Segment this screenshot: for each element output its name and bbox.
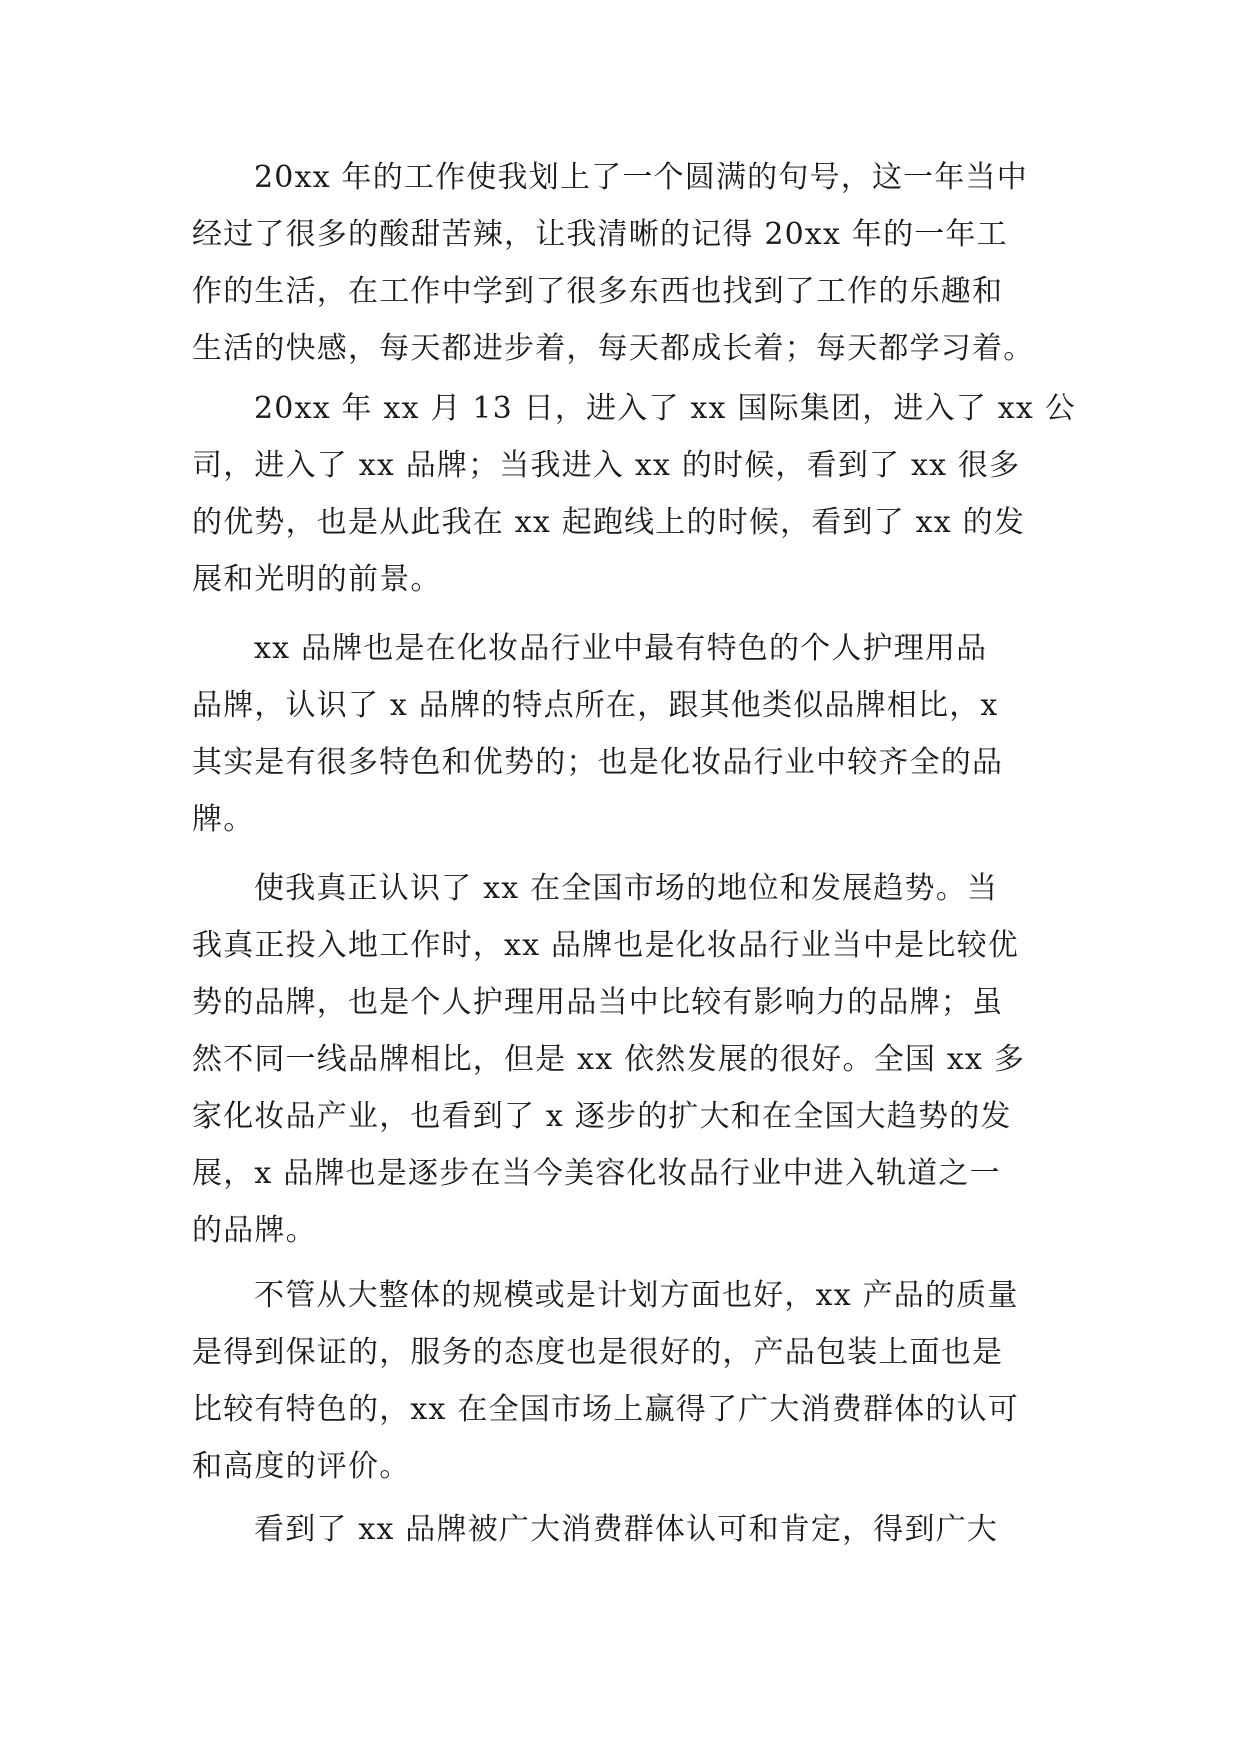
paragraph-line: 其实是有很多特色和优势的；也是化妆品行业中较齐全的品 <box>192 745 1004 780</box>
paragraph-line: 经过了很多的酸甜苦辣，让我清晰的记得 20xx 年的一年工 <box>192 217 1008 252</box>
paragraph-line: 使我真正认识了 xx 在全国市场的地位和发展趋势。当 <box>254 871 999 906</box>
paragraph-line: 展，x 品牌也是逐步在当今美容化妆品行业中进入轨道之一 <box>192 1156 1001 1191</box>
paragraph-line: 的优势，也是从此我在 xx 起跑线上的时候，看到了 xx 的发 <box>192 505 1026 540</box>
paragraph-line: 看到了 xx 品牌被广大消费群体认可和肯定，得到广大 <box>254 1512 999 1547</box>
paragraph-line: 的品牌。 <box>192 1213 317 1248</box>
paragraph-line: 我真正投入地工作时，xx 品牌也是化妆品行业当中是比较优 <box>192 928 1019 963</box>
paragraph-line: 20xx 年 xx 月 13 日，进入了 xx 国际集团，进入了 xx 公 <box>254 391 1076 426</box>
paragraph-line: 司，进入了 xx 品牌；当我进入 xx 的时候，看到了 xx 很多 <box>192 448 1021 483</box>
paragraph-line: 比较有特色的，xx 在全国市场上赢得了广大消费群体的认可 <box>192 1392 1019 1427</box>
paragraph-line: 20xx 年的工作使我划上了一个圆满的句号，这一年当中 <box>254 160 1028 195</box>
paragraph-line: 势的品牌，也是个人护理用品当中比较有影响力的品牌；虽 <box>192 985 1004 1020</box>
paragraph-line: 展和光明的前景。 <box>192 562 442 597</box>
paragraph-line: 然不同一线品牌相比，但是 xx 依然发展的很好。全国 xx 多 <box>192 1042 1026 1077</box>
paragraph-line: xx 品牌也是在化妆品行业中最有特色的个人护理用品 <box>254 631 988 666</box>
paragraph-line: 生活的快感，每天都进步着，每天都成长着；每天都学习着。 <box>192 331 1035 366</box>
paragraph-line: 品牌，认识了 x 品牌的特点所在，跟其他类似品牌相比，x <box>192 688 999 723</box>
paragraph-line: 是得到保证的，服务的态度也是很好的，产品包装上面也是 <box>192 1335 1004 1370</box>
paragraph-line: 作的生活，在工作中学到了很多东西也找到了工作的乐趣和 <box>192 274 1004 309</box>
paragraph-line: 不管从大整体的规模或是计划方面也好，xx 产品的质量 <box>254 1278 1019 1313</box>
paragraph-line: 和高度的评价。 <box>192 1449 411 1484</box>
paragraph-line: 家化妆品产业，也看到了 x 逐步的扩大和在全国大趋势的发 <box>192 1099 1012 1134</box>
paragraph-line: 牌。 <box>192 802 255 837</box>
